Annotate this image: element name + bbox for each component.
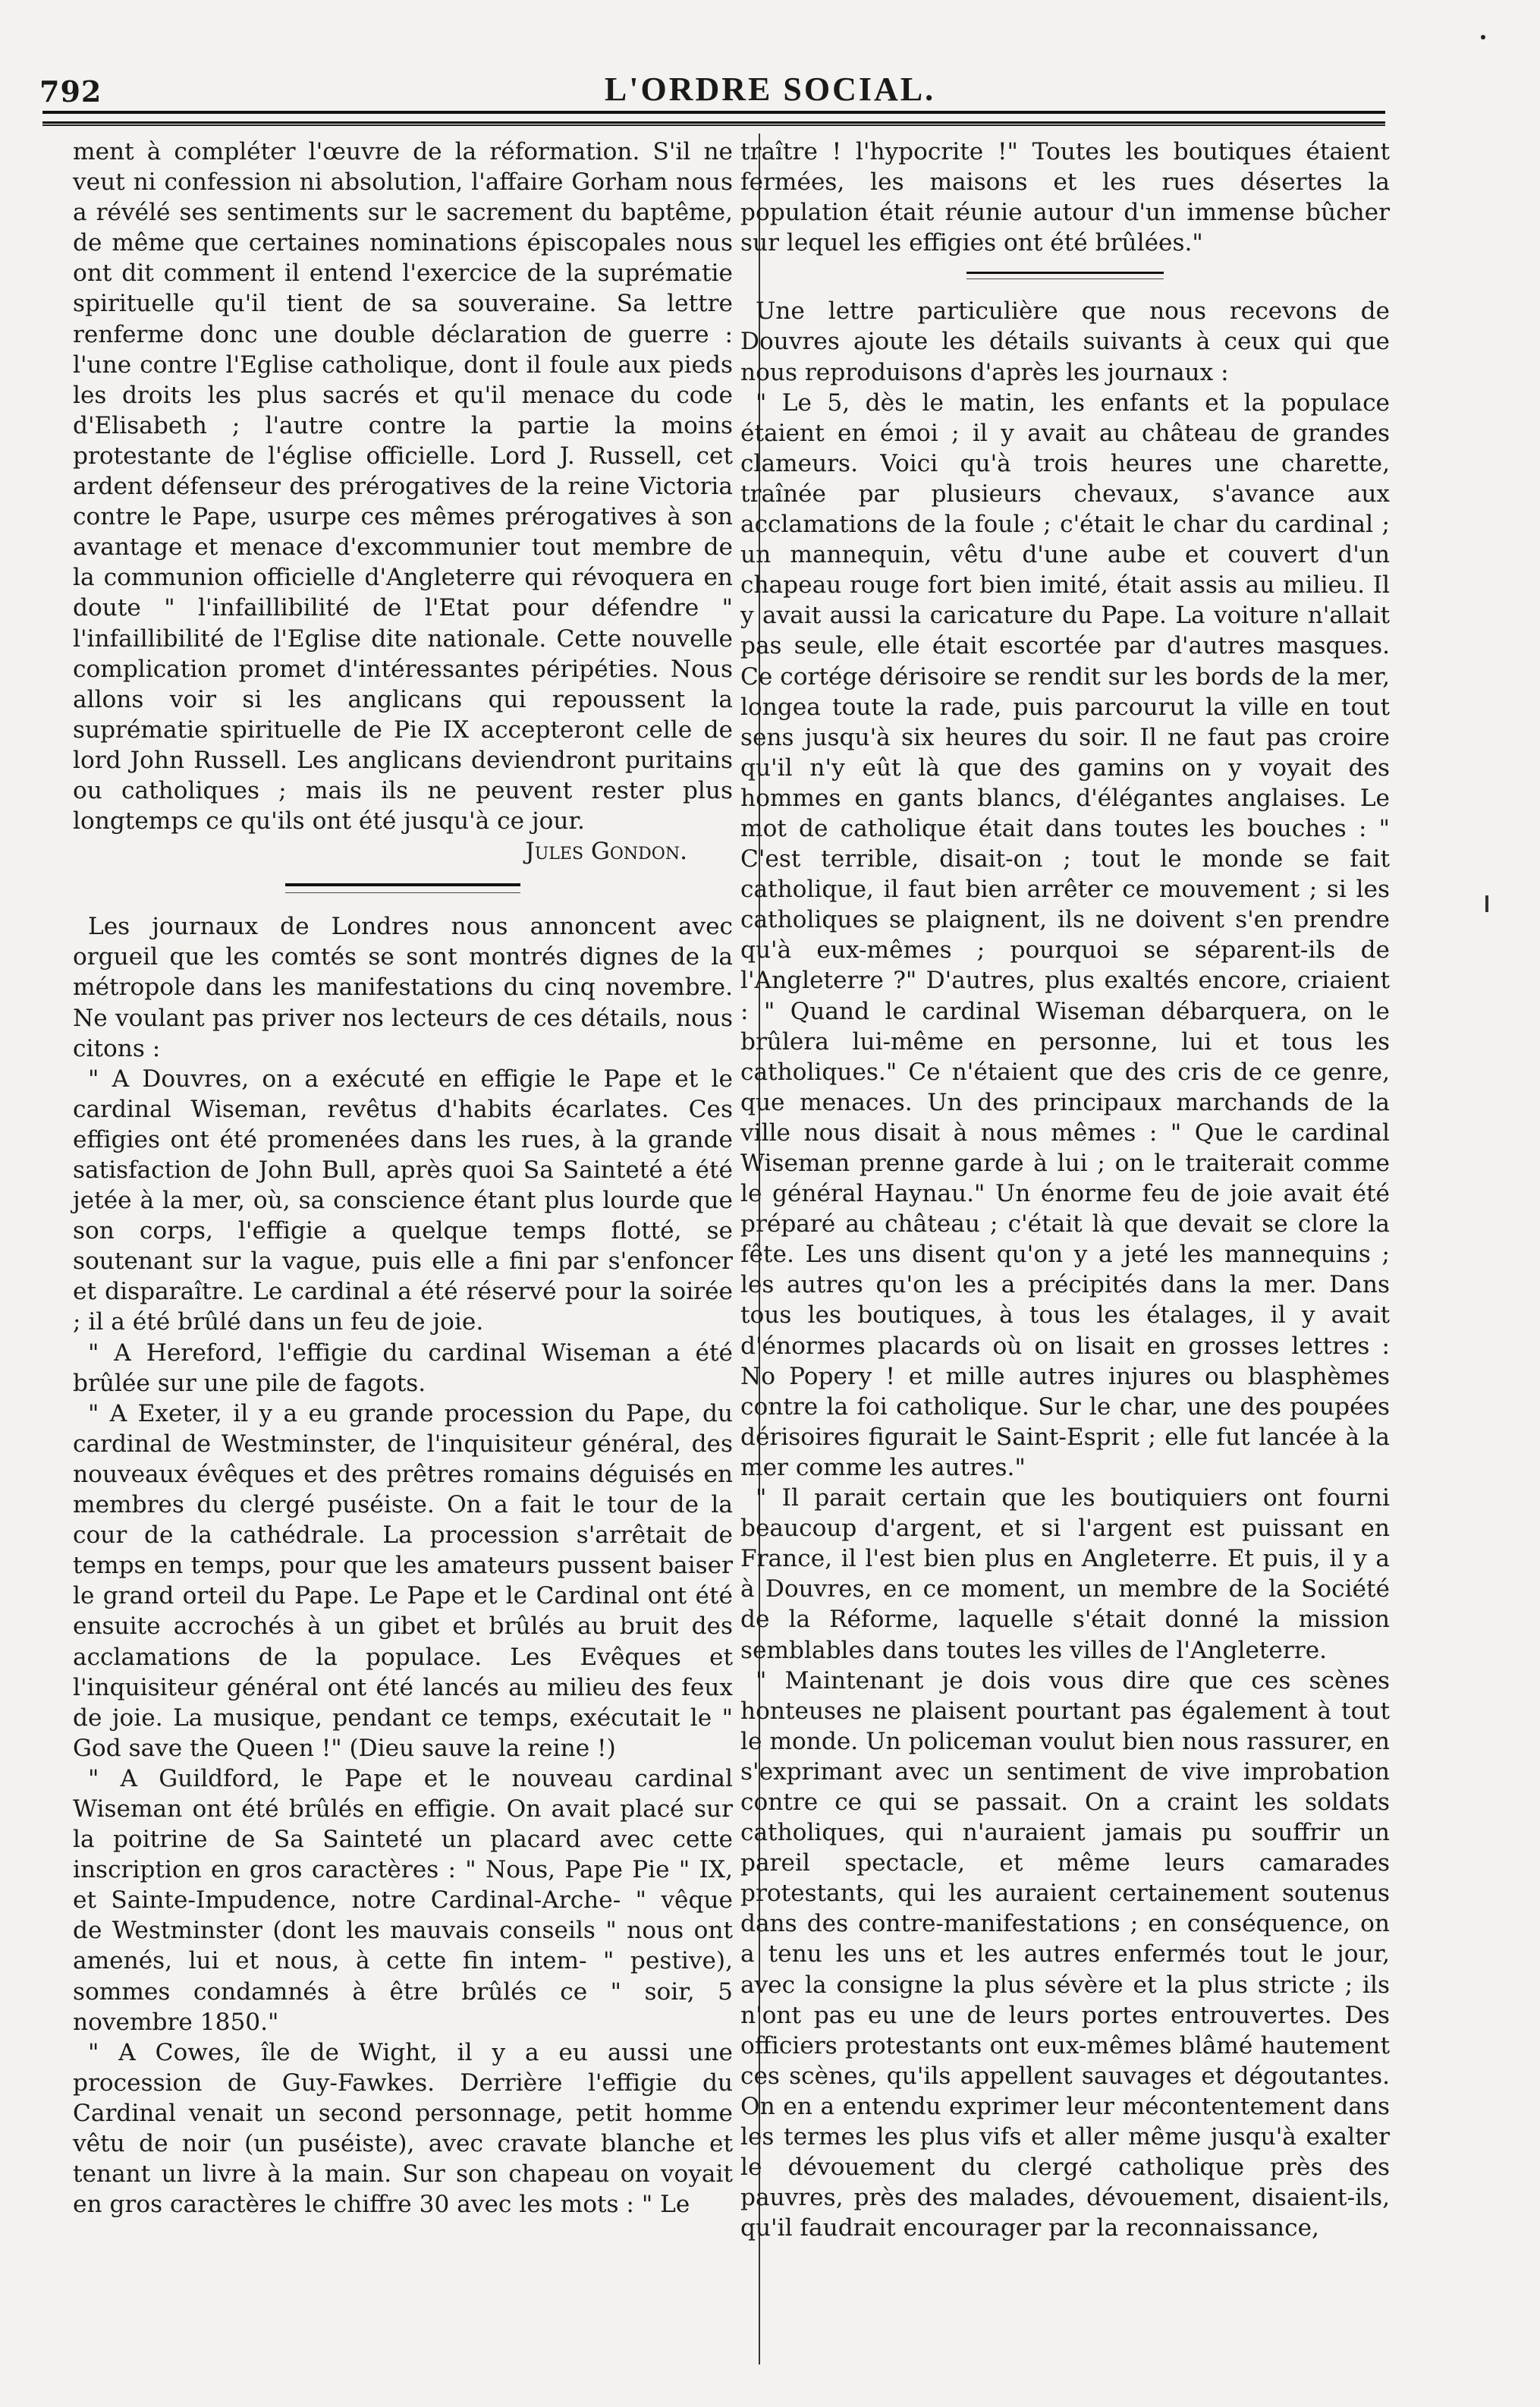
paragraph: " A Exeter, il y a eu grande procession du Pape, du cardinal de Westminster, de l'inquisiteur général, des nouveaux évêques et des prêtres romains déguisés en membres du clergé puséiste. On a fait le tour de la cour de la cathédrale. La procession s'arrêtait de temps en temps, pour que les amateurs pussent baiser le grand orteil du Pape. Le Pape et le Cardinal ont été ensuite accrochés à un gibet et brûlés au bruit des acclamations de la populace. Les Evêques et l'inquisiteur général ont été lancés au milieu des feux de joie. La musique, pendant ce temps, exécutait le " God save the Queen !" (Dieu sauve la reine !) (73, 1399, 733, 1762)
journal-title: L'ORDRE SOCIAL. (604, 71, 936, 108)
paragraph: ment à compléter l'œuvre de la réformation. S'il ne veut ni confession ni absolution, l'affaire Gorham nous a révélé ses sentiments sur le sacrement du baptême, de même que certaines nominations épiscopales nous ont dit comment il entend l'exercice de la suprématie spirituelle qu'il tient de sa souveraine. Sa lettre renferme donc une double déclaration de guerre : l'une contre l'Eglise catholique, dont il foule aux pieds les droits les plus sacrés et qu'il menace du code d'Elisabeth ; l'autre contre la partie la moins protestante de l'église officielle. Lord J. Russell, cet ardent défenseur des prérogatives de la reine Victoria contre le Pape, usurpe ces mêmes prérogatives à son avantage et menace d'excommunier tout membre de la communion officielle d'Angleterre qui révoquera en doute " l'infaillibilité de l'Etat pour défendre " l'infaillibilité de l'Eglise dite nationale. Cette nouvelle complication promet d'intéressantes péripéties. Nous allons voir si les anglicans qui repoussent la suprématie spirituelle de Pie IX accepteront celle de lord John Russell. Les anglicans deviendront puritains ou catholiques ; mais ils ne peuvent rester plus longtemps ce qu'ils ont été jusqu'à ce jour. (73, 138, 733, 835)
paragraph: " A Hereford, l'effigie du cardinal Wiseman a été brûlée sur une pile de fagots. (73, 1339, 733, 1397)
paragraph: Une lettre particulière que nous recevons de Douvres ajoute les détails suivants à ceux qui que nous reproduisons d'après les journaux : (740, 297, 1390, 386)
paragraph: " Maintenant je dois vous dire que ces scènes honteuses ne plaisent pourtant pas également à tout le monde. Un policeman voulut bien nous rassurer, en s'exprimant avec un sentiment de vive improbation contre ce qui se passait. On a craint les soldats catholiques, qui n'auraient jamais pu souffrir un pareil spectacle, et même leurs camarades protestants, qui les auraient certainement soutenus dans des contre-manifestations ; en conséquence, on a tenu les uns et les autres enfermés tout le jour, avec la consigne la plus sévère et la plus stricte ; ils n'ont pas eu une de leurs portes entrouvertes. Des officiers protestants ont eux-mêmes blâmé hautement ces scènes, qu'ils appellent sauvages et dégoutantes. On en a entendu exprimer leur mécontentement dans les termes les plus vifs et aller même jusqu'à exalter le dévouement du clergé catholique près des pauvres, près des malades, dévouement, disaient-ils, qu'il faudrait encourager par la reconnaissance, (740, 1666, 1390, 2242)
paragraph: " Le 5, dès le matin, les enfants et la populace étaient en émoi ; il y avait au château de grandes clameurs. Voici qu'à trois heures une charette, traînée par plusieurs chevaux, s'avance aux acclamations de la foule ; c'était le char du cardinal ; un mannequin, vêtu d'une aube et couvert d'un chapeau rouge fort bien imité, était assis au milieu. Il y avait aussi la caricature du Pape. La voiture n'allait pas seule, elle était escortée par d'autres masques. Ce cortége dérisoire se rendit sur les bords de la mer, longea toute la rade, puis parcourut la ville en tout sens jusqu'à six heures du soir. Il ne faut pas croire qu'il n'y eût là que des gamins on y voyait des hommes en gants blancs, d'élégantes anglaises. Le mot de catholique était dans toutes les bouches : " C'est terrible, disait-on ; tout le monde se fait catholique, il faut bien arrêter ce mouvement ; si les catholiques se plaignent, ils ne doivent s'en prendre qu'à eux-mêmes ; pourquoi se séparent-ils de l'Angleterre ?" D'autres, plus exaltés encore, criaient : " Quand le cardinal Wiseman débarquera, on le brûlera lui-même en personne, lui et tous les catholiques." Ce n'étaient que des cris de ce genre, que menaces. Un des principaux marchands de la ville nous disait à nous mêmes : " Que le cardinal Wiseman prenne garde à lui ; on le traiterait comme le général Haynau." Un énorme feu de joie avait été préparé au château ; c'était là que devait se clore la fête. Les uns disent qu'on y a jeté les mannequins ; les autres qu'on les a précipités dans la mer. Dans tous les boutiques, à tous les étalages, il y avait d'énormes placards où on lisait en grosses lettres : No Popery ! et mille autres injures ou blasphèmes contre la foi catholique. Sur le char, une des poupées dérisoires figurait le Saint-Esprit ; elle fut lancée à la mer comme les autres." (740, 389, 1390, 1481)
header-rule-thin (42, 124, 1385, 126)
left-column (73, 137, 733, 2220)
paragraph: traître ! l'hypocrite !" Toutes les boutiques étaient fermées, les maisons et les rues désertes la population était réunie autour d'un immense bûcher sur lequel les effigies ont été brûlées." (740, 138, 1390, 257)
page-number: 792 (39, 74, 102, 109)
paragraph: " A Douvres, on a exécuté en effigie le Pape et le cardinal Wiseman, revêtus d'habits écarlates. Ces effigies ont été promenées dans les rues, à la grande satisfaction de John Bull, après quoi Sa Sainteté a été jetée à la mer, où, sa conscience étant plus lourde que son corps, l'effigie a quelque temps flotté, se soutenant sur la vague, puis elle a fini par s'enfoncer et disparaître. Le cardinal a été réservé pour la soirée ; il a été brûlé dans un feu de joie. (73, 1065, 733, 1336)
margin-mark (1481, 35, 1485, 39)
section-separator (966, 272, 1164, 279)
right-column (740, 137, 1390, 2243)
paragraph: " A Guildford, le Pape et le nouveau cardinal Wiseman ont été brûlés en effigie. On avait placé sur la poitrine de Sa Sainteté un placard avec cette inscription en gros caractères : " Nous, Pape Pie " IX, et Sainte-Impudence, notre Cardinal-Arche- " vêque de Westminster (dont les mauvais conseils " nous ont amenés, lui et nous, à cette fin intem- " pestive), sommes condamnés à être brûlés ce " soir, 5 novembre 1850." (73, 1764, 733, 2036)
paragraph: Les journaux de Londres nous annoncent avec orgueil que les comtés se sont montrés dignes de la métropole dans les manifestations du cinq novembre. Ne voulant pas priver nos lecteurs de ces détails, nous citons : (73, 913, 733, 1062)
paragraph: " A Cowes, île de Wight, il y a eu aussi une procession de Guy-Fawkes. Derrière l'effigie du Cardinal venait un second personnage, petit homme vêtu de noir (un puséiste), avec cravate blanche et tenant un livre à la main. Sur son chapeau on voyait en gros caractères le chiffre 30 avec les mots : " Le (73, 2038, 733, 2219)
header-rule (42, 111, 1385, 124)
section-separator (285, 883, 520, 893)
margin-mark (1485, 895, 1488, 912)
paragraph: " Il parait certain que les boutiquiers ont fourni beaucoup d'argent, et si l'argent est puissant en France, il l'est bien plus en Angleterre. Et puis, il y a à Douvres, en ce moment, un membre de la Société de la Réforme, laquelle s'était donné la mission semblables dans toutes les villes de l'Angleterre. (740, 1484, 1390, 1664)
author-signature: Jules Gondon. (525, 838, 687, 866)
